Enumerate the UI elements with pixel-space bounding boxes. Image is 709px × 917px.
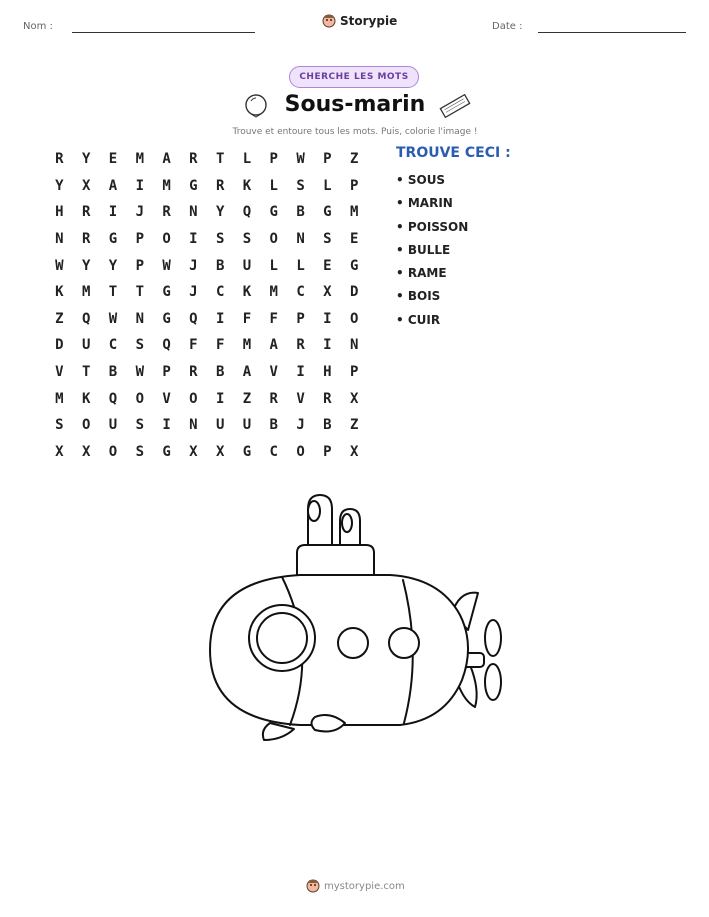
grid-letter: U bbox=[81, 337, 91, 354]
grid-letter: T bbox=[135, 284, 144, 301]
grid-letter: L bbox=[323, 177, 332, 194]
grid-letter: X bbox=[81, 443, 91, 460]
grid-letter: O bbox=[162, 231, 171, 248]
grid-letter: Z bbox=[55, 310, 64, 327]
grid-letter: M bbox=[135, 151, 144, 168]
storypie-logo-icon bbox=[322, 14, 336, 28]
word-item: • CUIR bbox=[396, 312, 441, 327]
grid-letter: L bbox=[269, 257, 278, 274]
grid-letter: K bbox=[81, 390, 91, 407]
word-item: • SOUS bbox=[396, 173, 446, 187]
word-item: • POISSON bbox=[396, 219, 469, 234]
grid-letter: W bbox=[135, 364, 144, 381]
submarine-illustration bbox=[190, 485, 520, 750]
grid-letter: I bbox=[162, 417, 171, 434]
grid-letter: R bbox=[189, 151, 198, 168]
grid-letter: M bbox=[269, 284, 278, 301]
grid-letter: U bbox=[215, 417, 225, 434]
name-label: Nom : bbox=[23, 21, 53, 32]
word-list-title: TROUVE CECI : bbox=[396, 145, 511, 161]
grid-letter: O bbox=[108, 443, 118, 460]
grid-letter: X bbox=[55, 443, 64, 460]
grid-letter: M bbox=[349, 204, 359, 221]
grid-letter: T bbox=[81, 364, 91, 381]
grid-letter: F bbox=[242, 310, 252, 327]
grid-letter: G bbox=[189, 177, 198, 194]
grid-letter: O bbox=[81, 417, 91, 434]
grid-letter: W bbox=[296, 151, 305, 168]
grid-letter: S bbox=[215, 231, 225, 248]
word-item: • BULLE bbox=[396, 242, 451, 257]
grid-letter: Y bbox=[81, 151, 91, 168]
grid-letter: P bbox=[296, 310, 305, 327]
grid-letter: M bbox=[55, 390, 64, 407]
grid-letter: U bbox=[242, 257, 252, 274]
grid-letter: N bbox=[55, 231, 64, 248]
grid-letter: X bbox=[349, 443, 359, 460]
grid-letter: Q bbox=[81, 310, 91, 327]
grid-letter: O bbox=[296, 443, 305, 460]
grid-letter: K bbox=[55, 284, 64, 301]
grid-letter: I bbox=[323, 337, 332, 354]
grid-letter: Z bbox=[349, 417, 359, 434]
grid-letter: O bbox=[135, 390, 144, 407]
grid-letter: D bbox=[55, 337, 64, 354]
grid-letter: C bbox=[215, 284, 225, 301]
grid-letter: P bbox=[269, 151, 278, 168]
grid-letter: C bbox=[108, 337, 118, 354]
grid-letter: Q bbox=[162, 337, 171, 354]
word-list bbox=[396, 170, 468, 333]
grid-letter: L bbox=[242, 151, 252, 168]
grid-letter: F bbox=[189, 337, 198, 354]
grid-letter: B bbox=[323, 417, 332, 434]
grid-letter: Q bbox=[189, 310, 198, 327]
word-item: • RAME bbox=[396, 266, 447, 281]
grid-letter: Z bbox=[349, 151, 359, 168]
grid-letter: B bbox=[215, 257, 225, 274]
grid-letter: I bbox=[135, 177, 144, 194]
grid-letter: K bbox=[242, 284, 252, 301]
grid-letter: R bbox=[81, 204, 91, 221]
header-brand bbox=[322, 14, 397, 28]
grid-letter: E bbox=[349, 231, 359, 248]
grid-letter: F bbox=[215, 337, 225, 354]
grid-letter: A bbox=[269, 337, 278, 354]
grid-letter: V bbox=[55, 364, 64, 381]
grid-letter: F bbox=[269, 310, 278, 327]
grid-letter: Z bbox=[242, 390, 252, 407]
grid-letter: P bbox=[323, 151, 332, 168]
grid-letter: Q bbox=[242, 204, 252, 221]
grid-letter: C bbox=[296, 284, 305, 301]
grid-letter: U bbox=[108, 417, 118, 434]
grid-letter: T bbox=[215, 151, 225, 168]
grid-letter: S bbox=[242, 231, 252, 248]
grid-letter: U bbox=[242, 417, 252, 434]
grid-letter: V bbox=[269, 364, 278, 381]
grid-letter: W bbox=[162, 257, 171, 274]
grid-letter: Y bbox=[215, 204, 225, 221]
footer-url: mystorypie.com bbox=[324, 880, 405, 892]
grid-letter: Y bbox=[108, 257, 118, 274]
grid-letter: J bbox=[296, 417, 305, 434]
grid-letter: S bbox=[323, 231, 332, 248]
grid-letter: I bbox=[296, 364, 305, 381]
grid-letter: A bbox=[162, 151, 171, 168]
grid-letter: Q bbox=[108, 390, 118, 407]
grid-letter: M bbox=[242, 337, 252, 354]
grid-letter: P bbox=[349, 177, 359, 194]
storypie-logo-icon bbox=[306, 879, 320, 893]
grid-letter: C bbox=[269, 443, 278, 460]
grid-letter: J bbox=[189, 257, 198, 274]
grid-letter: I bbox=[189, 231, 198, 248]
grid-letter: R bbox=[162, 204, 171, 221]
grid-letter: L bbox=[296, 257, 305, 274]
grid-letter: X bbox=[215, 443, 225, 460]
wood-plank-icon bbox=[438, 94, 472, 118]
grid-letter: H bbox=[323, 364, 332, 381]
grid-letter: O bbox=[269, 231, 278, 248]
grid-letter: J bbox=[135, 204, 144, 221]
grid-letter: D bbox=[349, 284, 359, 301]
grid-letter: X bbox=[349, 390, 359, 407]
bubble-icon bbox=[243, 93, 269, 119]
grid-letter: S bbox=[55, 417, 64, 434]
grid-letter: J bbox=[189, 284, 198, 301]
grid-letter: T bbox=[108, 284, 118, 301]
grid-letter: N bbox=[189, 417, 198, 434]
grid-letter: P bbox=[349, 364, 359, 381]
grid-letter: P bbox=[162, 364, 171, 381]
instructions: Trouve et entoure tous les mots. Puis, colorie l'image ! bbox=[232, 127, 478, 137]
date-line bbox=[538, 32, 686, 33]
grid-letter: R bbox=[189, 364, 198, 381]
grid-letter: A bbox=[108, 177, 118, 194]
footer bbox=[306, 879, 405, 893]
name-line bbox=[72, 32, 255, 33]
grid-letter: O bbox=[349, 310, 359, 327]
grid-letter: B bbox=[215, 364, 225, 381]
grid-letter: Y bbox=[81, 257, 91, 274]
grid-letter: A bbox=[242, 364, 252, 381]
activity-badge: CHERCHE LES MOTS bbox=[289, 66, 419, 88]
grid-letter: G bbox=[349, 257, 359, 274]
grid-letter: R bbox=[215, 177, 225, 194]
word-search-grid bbox=[46, 146, 368, 465]
grid-letter: I bbox=[215, 390, 225, 407]
grid-letter: N bbox=[349, 337, 359, 354]
grid-letter: H bbox=[55, 204, 64, 221]
grid-letter: S bbox=[296, 177, 305, 194]
grid-letter: R bbox=[296, 337, 305, 354]
grid-letter: L bbox=[269, 177, 278, 194]
date-label: Date : bbox=[492, 21, 523, 32]
grid-letter: B bbox=[108, 364, 118, 381]
grid-letter: I bbox=[323, 310, 332, 327]
grid-letter: P bbox=[323, 443, 332, 460]
grid-letter: Y bbox=[55, 177, 64, 194]
grid-letter: X bbox=[323, 284, 332, 301]
grid-letter: N bbox=[135, 310, 144, 327]
grid-letter: G bbox=[108, 231, 118, 248]
grid-letter: G bbox=[242, 443, 252, 460]
grid-letter: P bbox=[135, 257, 144, 274]
grid-letter: B bbox=[296, 204, 305, 221]
grid-letter: X bbox=[81, 177, 91, 194]
word-item: • BOIS bbox=[396, 289, 441, 304]
grid-letter: O bbox=[189, 390, 198, 407]
grid-letter: G bbox=[162, 284, 171, 301]
grid-letter: I bbox=[108, 204, 118, 221]
grid-letter: S bbox=[135, 443, 144, 460]
grid-letter: G bbox=[269, 204, 278, 221]
grid-letter: M bbox=[81, 284, 91, 301]
grid-letter: E bbox=[323, 257, 332, 274]
grid-letter: M bbox=[162, 177, 171, 194]
grid-letter: V bbox=[162, 390, 171, 407]
grid-letter: R bbox=[323, 390, 332, 407]
word-item: • MARIN bbox=[396, 196, 453, 211]
grid-letter: W bbox=[108, 310, 118, 327]
grid-letter: E bbox=[108, 151, 118, 168]
grid-letter: K bbox=[242, 177, 252, 194]
grid-letter: G bbox=[162, 443, 171, 460]
grid-letter: N bbox=[296, 231, 305, 248]
grid-letter: R bbox=[55, 151, 64, 168]
grid-letter: G bbox=[162, 310, 171, 327]
grid-letter: X bbox=[189, 443, 198, 460]
grid-letter: W bbox=[55, 257, 64, 274]
page-title: Sous-marin bbox=[284, 92, 426, 117]
brand-name: Storypie bbox=[340, 14, 398, 28]
grid-letter: P bbox=[135, 231, 144, 248]
grid-letter: R bbox=[81, 231, 91, 248]
grid-letter: N bbox=[189, 204, 198, 221]
grid-letter: G bbox=[323, 204, 332, 221]
grid-letter: S bbox=[135, 337, 144, 354]
grid-letter: V bbox=[296, 390, 305, 407]
grid-letter: I bbox=[215, 310, 225, 327]
grid-letter: B bbox=[269, 417, 278, 434]
grid-letter: S bbox=[135, 417, 144, 434]
grid-letter: R bbox=[269, 390, 278, 407]
